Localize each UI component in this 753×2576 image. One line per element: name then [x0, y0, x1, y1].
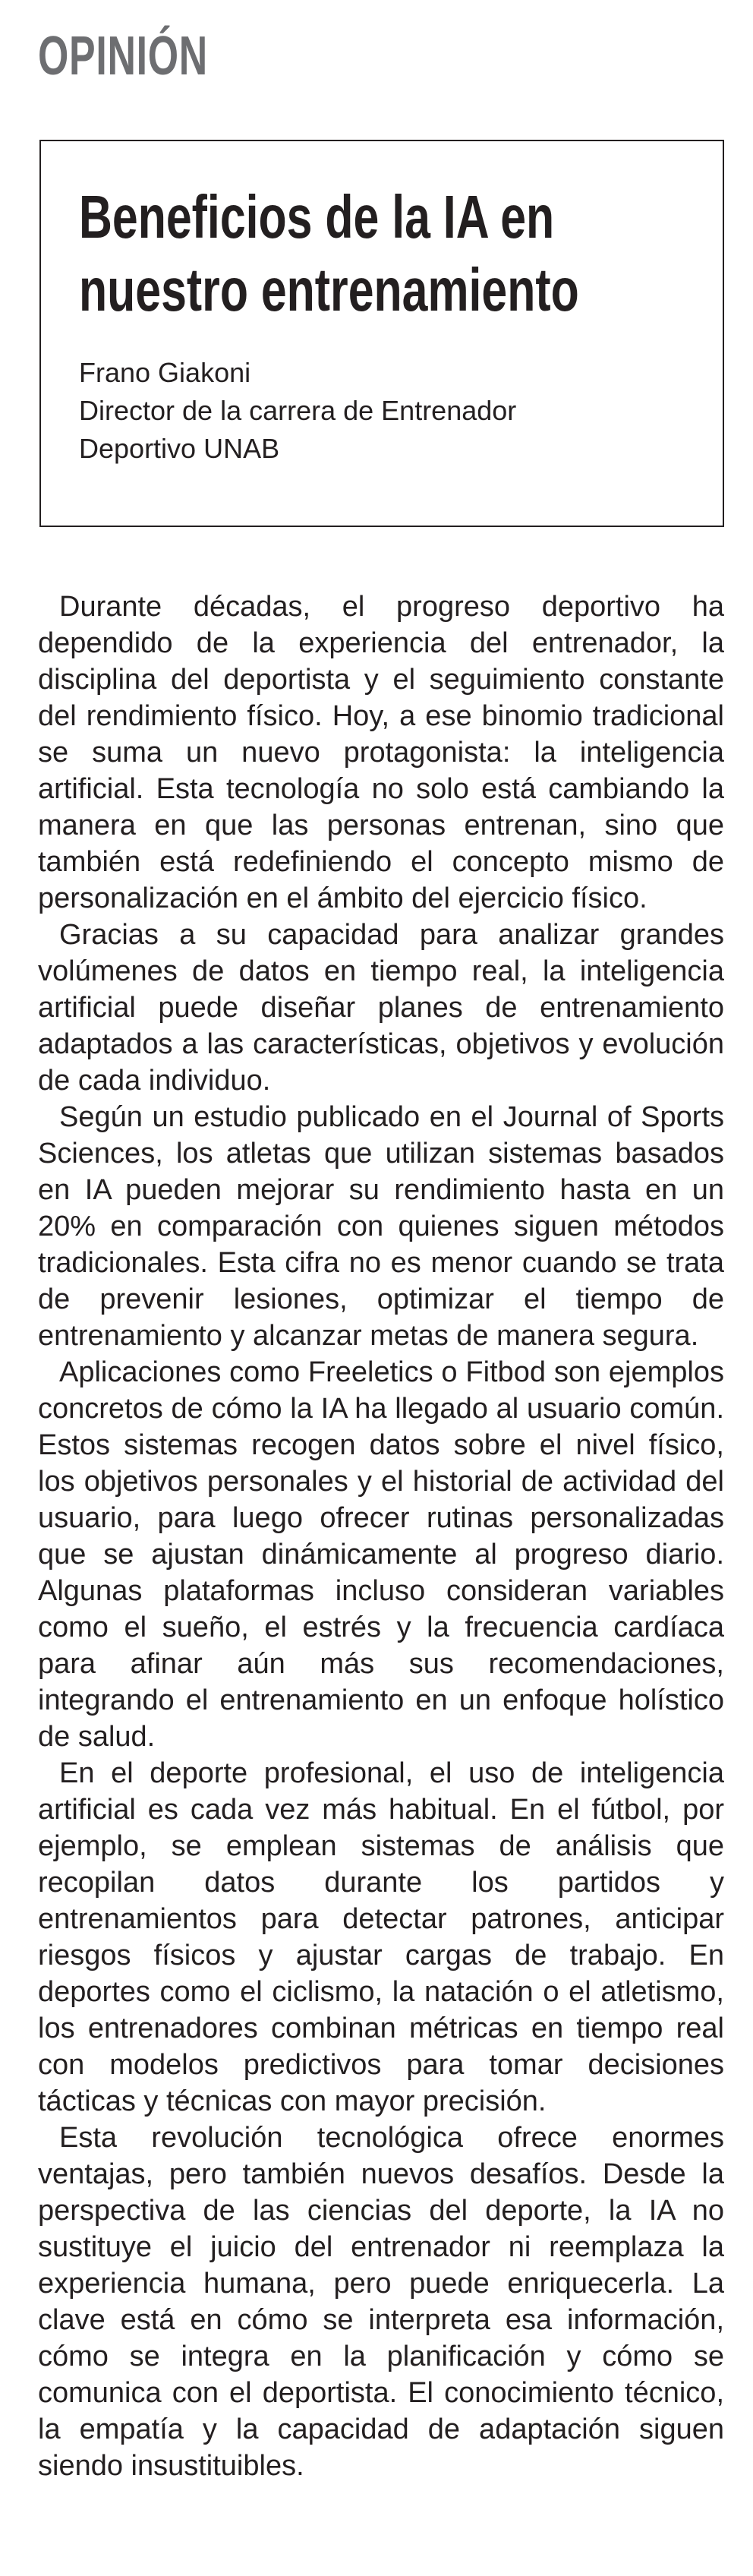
author-name: Frano Giakoni	[79, 357, 251, 388]
article-paragraph-1: Durante décadas, el progreso deportivo ha dependido de la experiencia del entrenador, la disciplina del deportista y el seguimiento constante del rendimiento físico. Hoy, a ese binomio tradicional se suma un nuevo protagonista: la inteligencia artificial. Esta tecnología no solo está cambiando la manera en que las personas entrenan, sino que también está redefiniendo el concepto mismo de personalización en el ámbito del ejercicio físico.	[38, 591, 724, 914]
byline	[79, 354, 686, 468]
article-paragraph-3: Según un estudio publicado en el Journal of Sports Sciences, los atletas que utilizan sistemas basados en IA pueden mejorar su rendimiento hasta en un 20% en comparación con quienes siguen métodos tradicionales. Esta cifra no es menor cuando se trata de prevenir lesiones, optimizar el tiempo de entrenamiento y alcanzar metas de manera segura.	[38, 1101, 724, 1352]
article-paragraph-2: Gracias a su capacidad para analizar grandes volúmenes de datos en tiempo real, la inteligencia artificial puede diseñar planes de entrenamiento adaptados a las características, objetivos y evolución de cada individuo.	[38, 919, 724, 1097]
author-role-line-1: Director de la carrera de Entrenador	[79, 395, 517, 426]
article-paragraph-4: Aplicaciones como Freeletics o Fitbod son ejemplos concretos de cómo la IA ha llegado al usuario común. Estos sistemas recogen datos sobre el nivel físico, los objetivos personales y el historial de actividad del usuario, para luego ofrecer rutinas personalizadas que se ajustan dinámicamente al progreso diario. Algunas plataformas incluso consideran variables como el sueño, el estrés y la frecuencia cardíaca para afinar aún más sus recomendaciones, integrando el entrenamiento en un enfoque holístico de salud.	[38, 1356, 724, 1753]
headline-box	[39, 140, 724, 527]
author-role-line-2: Deportivo UNAB	[79, 433, 280, 464]
section-label: OPINIÓN	[38, 26, 208, 87]
article-paragraph-6: Esta revolución tecnológica ofrece enormes ventajas, pero también nuevos desafíos. Desde la perspectiva de las ciencias del deporte, la IA no sustituye el juicio del entrenador ni reemplaza la experiencia humana, pero puede enriquecerla. La clave está en cómo se interpreta esa información, cómo se integra en la planificación y cómo se comunica con el deportista. El conocimiento técnico, la empatía y la capacidad de adaptación siguen siendo insustituibles.	[38, 2122, 724, 2482]
article-title: Beneficios de la IA en nuestro entrenamiento	[79, 183, 579, 324]
article-body	[38, 589, 724, 2484]
article-paragraph-5: En el deporte profesional, el uso de inteligencia artificial es cada vez más habitual. En el fútbol, por ejemplo, se emplean sistemas de análisis que recopilan datos durante los partidos y entrenamientos para detectar patrones, anticipar riesgos físicos y ajustar cargas de trabajo. En deportes como el ciclismo, la natación o el atletismo, los entrenadores combinan métricas en tiempo real con modelos predictivos para tomar decisiones tácticas y técnicas con mayor precisión.	[38, 1757, 724, 2117]
